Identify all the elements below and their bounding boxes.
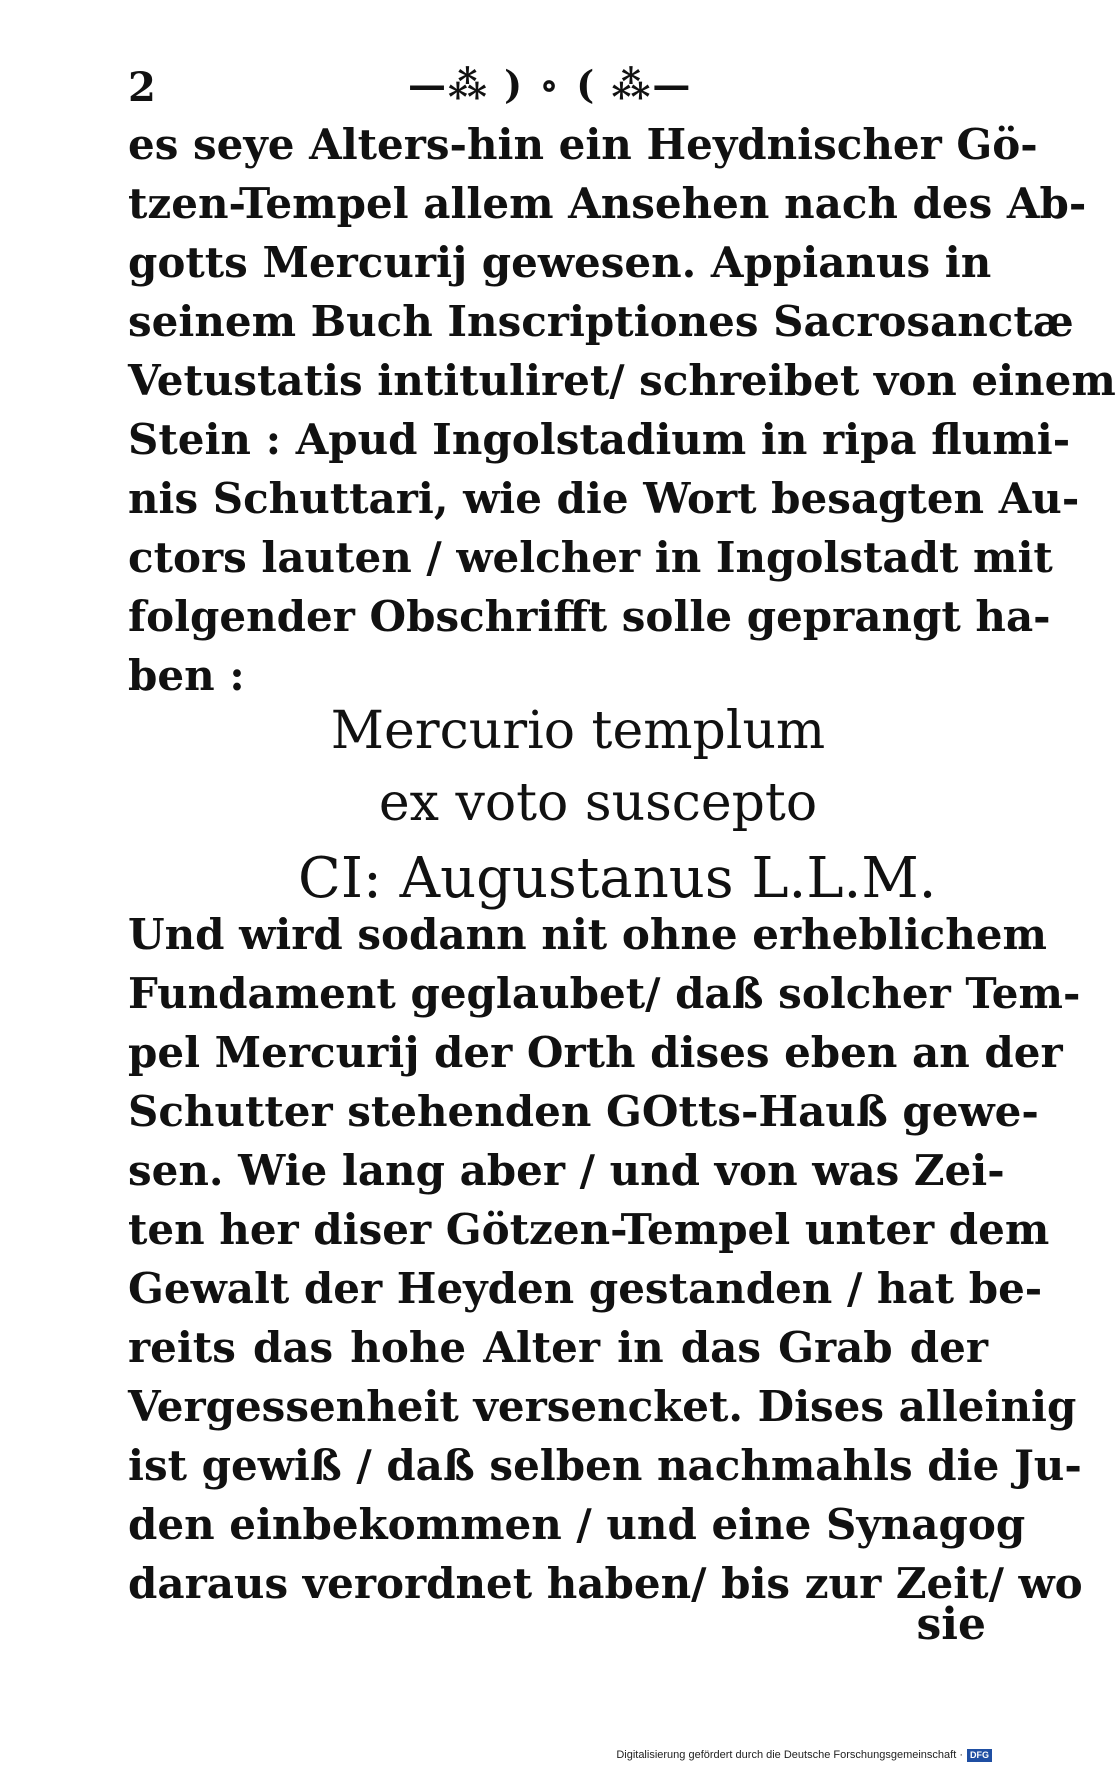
inscription-line: CI: Augustanus L.L.M. [298, 846, 937, 911]
header-ornament: —⁂ ) ∘ ( ⁂— [408, 62, 693, 107]
text-line: pel Mercurij der Orth dises eben an der [128, 1028, 1063, 1077]
text-line: Gewalt der Heyden gestanden / hat be- [128, 1264, 1043, 1313]
text-line: ctors lauten / welcher in Ingolstadt mit [128, 533, 1053, 582]
body-text [128, 115, 1116, 705]
text-line: reits das hohe Alter in das Grab der [128, 1323, 988, 1372]
text-line: gotts Mercurij gewesen. Appianus in [128, 238, 992, 287]
text-line: ist gewiß / daß selben nachmahls die Ju- [128, 1441, 1082, 1490]
text-line: tzen-Tempel allem Ansehen nach des Ab- [128, 179, 1087, 228]
text-line: Vergessenheit versencket. Dises alleinig [128, 1382, 1077, 1431]
inscription [128, 695, 988, 919]
dfg-logo-icon: DFG [967, 1749, 992, 1762]
text-line: sen. Wie lang aber / und von was Zei- [128, 1146, 1005, 1195]
text-line: folgender Obschrifft solle geprangt ha- [128, 592, 1051, 641]
footer-text: Digitalisierung gefördert durch die Deutsche Forschungsgemeinschaft · [616, 1749, 963, 1761]
text-line: nis Schuttari, wie die Wort besagten Au- [128, 474, 1080, 523]
text-line: daraus verordnet haben/ bis zur Zeit/ wo [128, 1559, 1083, 1608]
text-line: Fundament geglaubet/ daß solcher Tem- [128, 969, 1081, 1018]
text-line: seinem Buch Inscriptiones Sacrosanctæ [128, 297, 1074, 346]
page-header [118, 58, 988, 118]
page-number: 2 [128, 64, 156, 111]
text-line: Stein : Apud Ingolstadium in ripa flumi- [128, 415, 1071, 464]
text-line: ben : [128, 651, 245, 700]
body-text-continued [128, 905, 1083, 1613]
inscription-line: ex voto suscepto [378, 773, 818, 833]
text-line: ten her diser Götzen-Tempel unter dem [128, 1205, 1050, 1254]
catchword: sie [916, 1599, 986, 1650]
text-line: es seye Alters-hin ein Heydnischer Gö- [128, 120, 1038, 169]
digitization-footer [616, 1748, 992, 1762]
text-line: Und wird sodann nit ohne erheblichem [128, 910, 1047, 959]
text-line: Schutter stehenden GOtts-Hauß gewe- [128, 1087, 1039, 1136]
inscription-line: Mercurio templum [330, 701, 826, 761]
text-line: Vetustatis intituliret/ schreibet von einem [128, 356, 1116, 405]
text-line: den einbekommen / und eine Synagog [128, 1500, 1026, 1549]
